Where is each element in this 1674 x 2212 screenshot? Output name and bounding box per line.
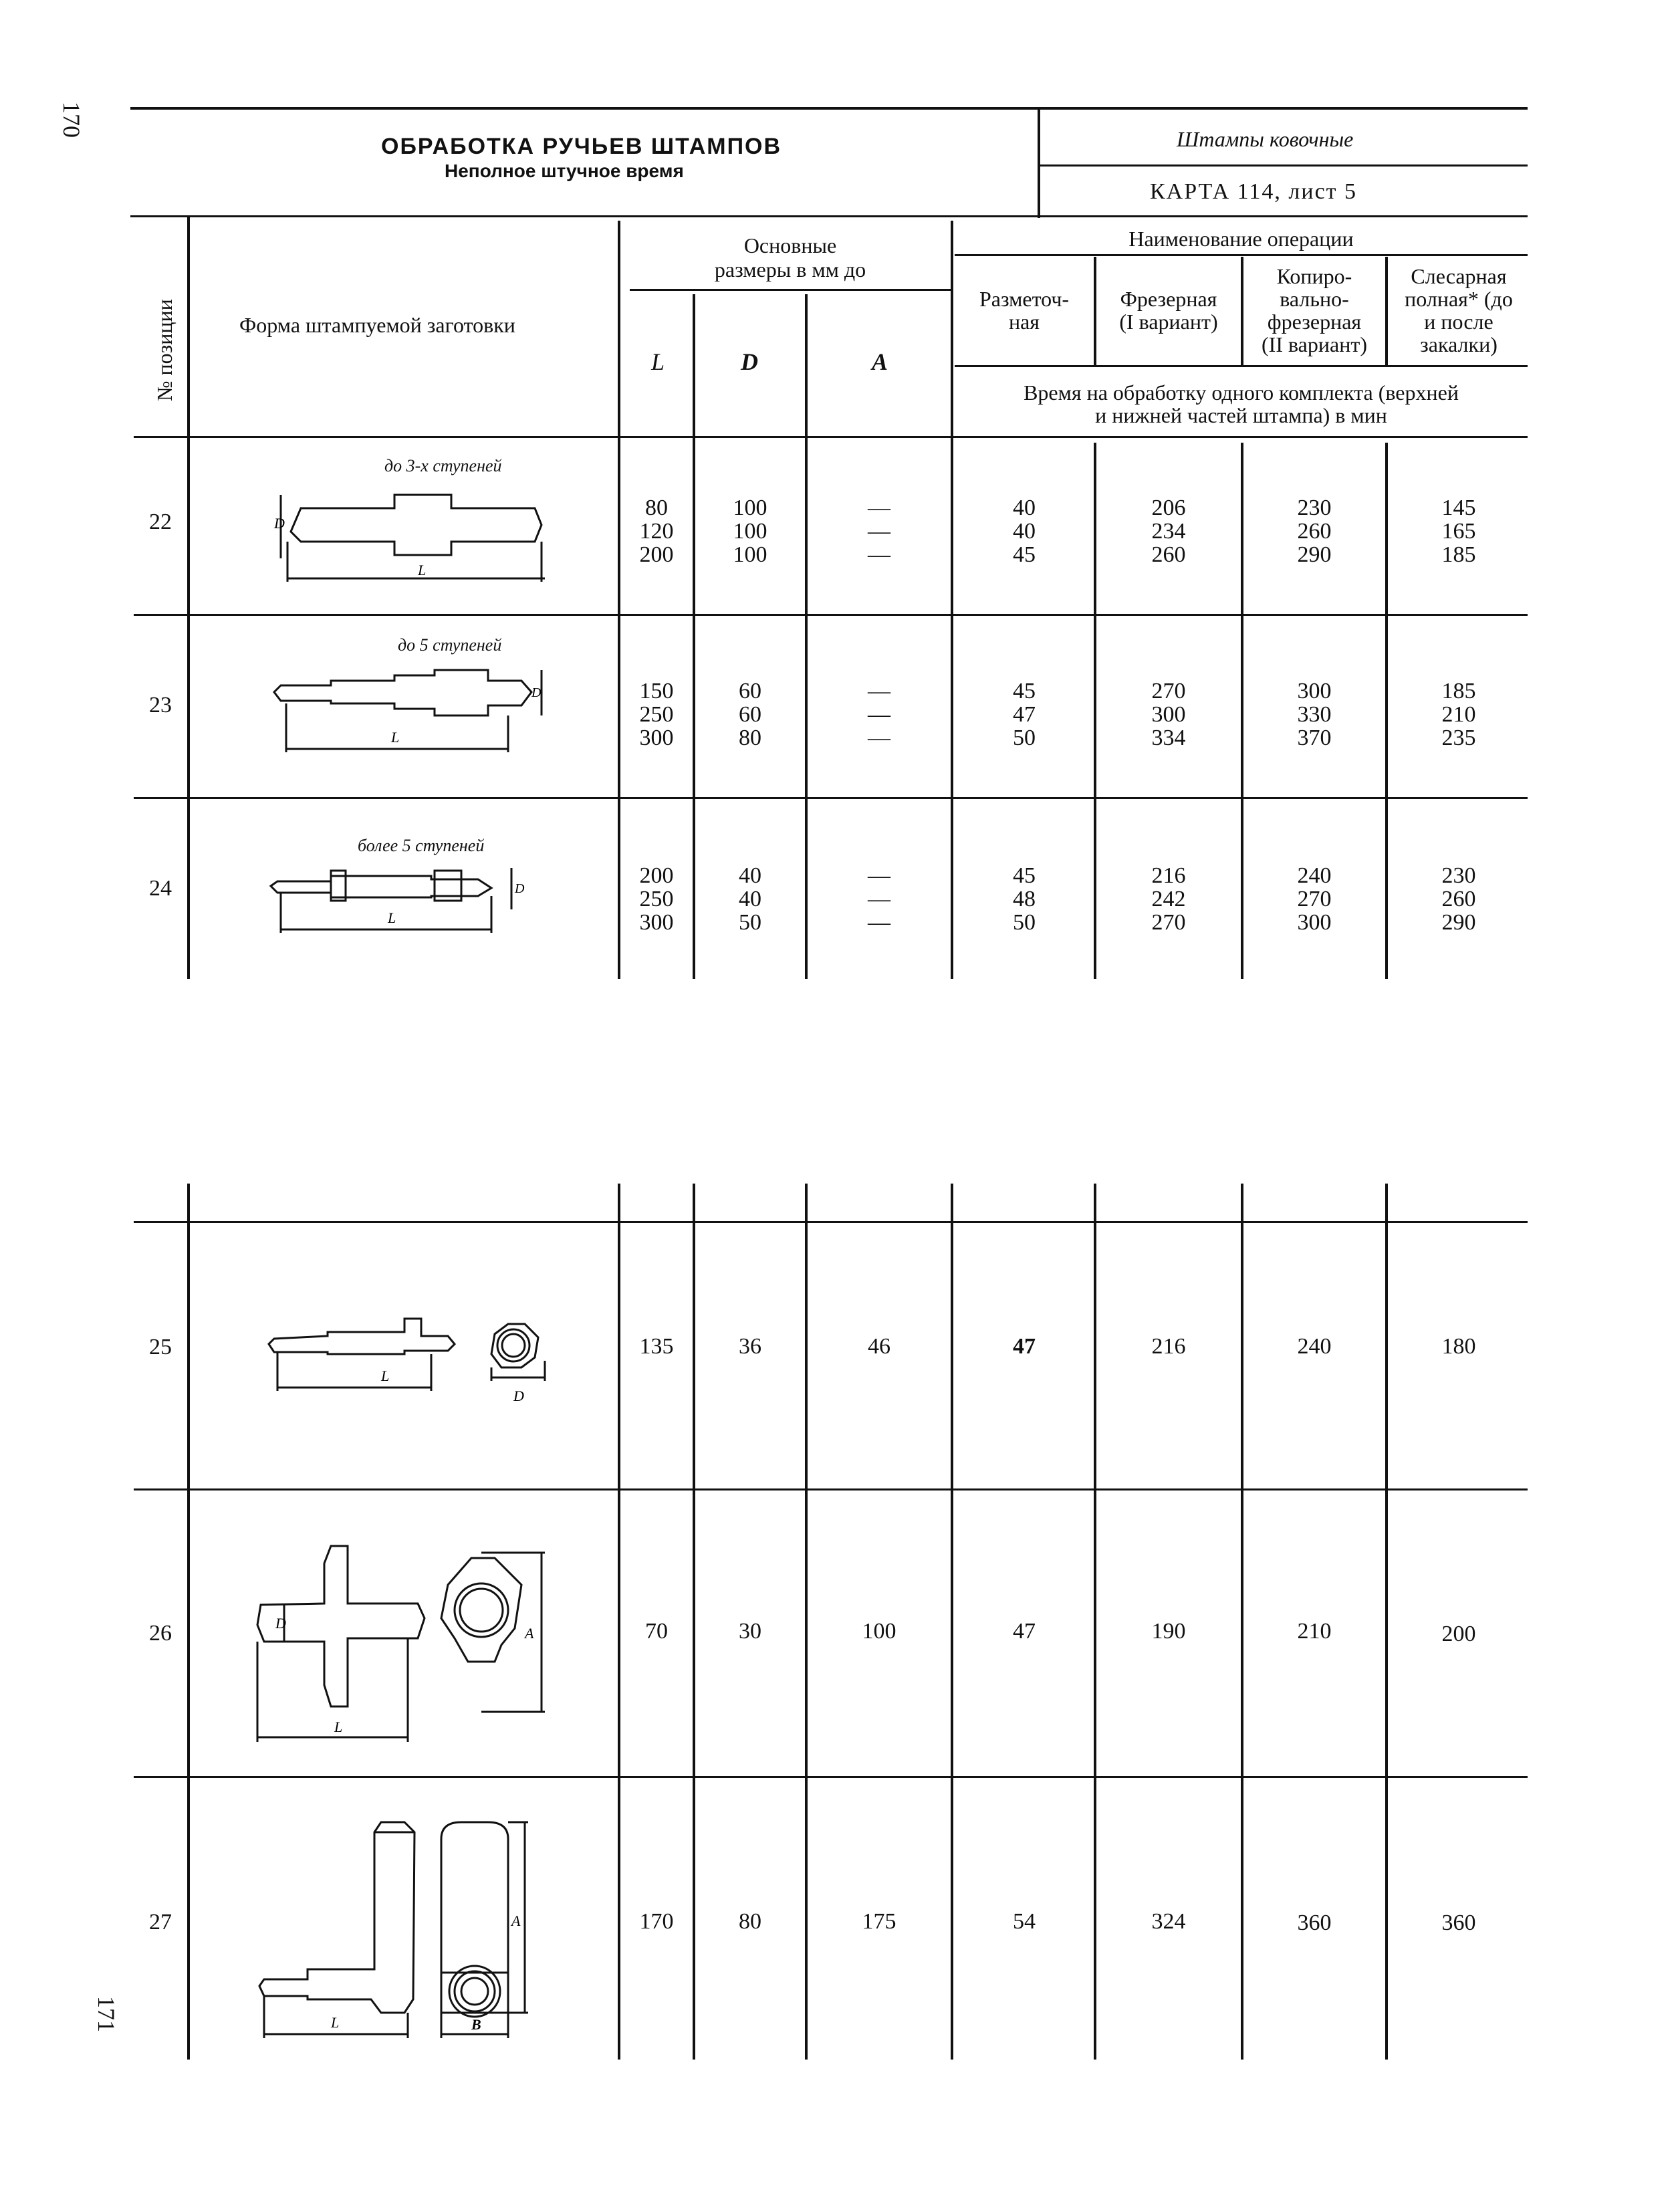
row-23-op4 bbox=[1388, 679, 1530, 750]
row-22-D-2: 100 bbox=[733, 519, 767, 544]
row-27-A: 175 bbox=[862, 1909, 896, 1934]
row-24-op4-3: 290 bbox=[1441, 910, 1476, 935]
row-22-op3 bbox=[1243, 496, 1385, 566]
row-24-pos: 24 bbox=[149, 876, 172, 901]
row-rule-bottom-top bbox=[134, 1221, 1528, 1223]
col-header-op4-l2: полная* (до bbox=[1405, 287, 1513, 311]
row-27-op4: 360 bbox=[1441, 1910, 1476, 1935]
row-22-op1-1: 40 bbox=[1013, 495, 1036, 520]
row-24-L-2: 250 bbox=[639, 887, 674, 911]
header-bottom-rule bbox=[130, 215, 1528, 217]
row-24-op4-1: 230 bbox=[1441, 863, 1476, 888]
row-23-op1 bbox=[955, 679, 1094, 750]
row-24-shape-svg bbox=[264, 856, 552, 943]
row-23-shape bbox=[267, 655, 562, 762]
row-24-dim-D: D bbox=[515, 881, 525, 896]
page-title: ОБРАБОТКА РУЧЬЕВ ШТАМПОВ bbox=[381, 134, 782, 159]
row-23-op2-3: 334 bbox=[1151, 726, 1186, 750]
row-27-D: 80 bbox=[739, 1909, 761, 1934]
row-26-pos: 26 bbox=[149, 1621, 172, 1646]
col-header-op3-l2: вально- bbox=[1280, 287, 1349, 311]
row-26-D: 30 bbox=[739, 1619, 761, 1644]
row-22-op3-1: 230 bbox=[1297, 495, 1332, 520]
sizes-group-rule bbox=[630, 289, 951, 291]
row-25-dim-L: L bbox=[381, 1367, 390, 1384]
col-header-operation: Наименование операции bbox=[1128, 227, 1354, 251]
col-header-op1-l2: ная bbox=[1008, 310, 1040, 334]
row-24-D-2: 40 bbox=[739, 887, 761, 911]
row-23-D-3: 80 bbox=[739, 726, 761, 750]
row-22-A-3: — bbox=[868, 542, 890, 567]
row-23-A-3: — bbox=[868, 726, 890, 750]
col-header-op2-l2: (I вариант) bbox=[1119, 310, 1218, 334]
time-note-line2: и нижней частей штампа) в мин bbox=[1095, 403, 1387, 427]
col-header-sizes-line2: размеры в мм до bbox=[714, 257, 866, 282]
col-header-op4-l3: и после bbox=[1424, 310, 1493, 334]
col-header-bottom-rule bbox=[134, 436, 1528, 438]
row-22-op2 bbox=[1096, 496, 1241, 566]
row-24-shape bbox=[264, 856, 552, 943]
row-23-op1-1: 45 bbox=[1013, 679, 1036, 703]
row-23-shape-svg bbox=[267, 655, 562, 762]
row-24-D bbox=[695, 864, 805, 934]
row-22-dim-L: L bbox=[418, 562, 427, 578]
row-26-op3: 210 bbox=[1297, 1619, 1332, 1644]
row-23-op3-2: 330 bbox=[1297, 702, 1332, 727]
row-rule-26-27 bbox=[134, 1776, 1528, 1778]
row-24-A-1: — bbox=[868, 863, 890, 888]
time-note-line1: Время на обработку одного комплекта (верхней bbox=[1024, 380, 1459, 405]
row-24-op1-3: 50 bbox=[1013, 910, 1036, 935]
row-22-A bbox=[808, 496, 951, 566]
row-23-L bbox=[620, 679, 693, 750]
row-24-A-3: — bbox=[868, 910, 890, 935]
row-24-A-2: — bbox=[868, 887, 890, 911]
row-24-op3-2: 270 bbox=[1297, 887, 1332, 911]
row-25-pos: 25 bbox=[149, 1335, 172, 1359]
row-24-op4 bbox=[1388, 864, 1530, 934]
row-26-shape-svg bbox=[247, 1538, 555, 1752]
col-header-op3-l4: (II вариант) bbox=[1262, 332, 1367, 356]
col-header-op2-l1: Фрезерная bbox=[1120, 287, 1217, 311]
row-23-caption: до 5 ступеней bbox=[398, 635, 502, 655]
row-23-op4-3: 235 bbox=[1441, 726, 1476, 750]
row-25-op3: 240 bbox=[1297, 1334, 1332, 1359]
row-25-shape bbox=[261, 1304, 555, 1411]
page-subtitle: Неполное штучное время bbox=[445, 160, 684, 181]
row-24-op3 bbox=[1243, 864, 1385, 934]
row-23-op2 bbox=[1096, 679, 1241, 750]
row-23-D-1: 60 bbox=[739, 679, 761, 703]
row-24-dim-L: L bbox=[388, 909, 396, 926]
row-22-op1-3: 45 bbox=[1013, 542, 1036, 567]
row-24-caption: более 5 ступеней bbox=[358, 836, 485, 855]
row-23-op2-1: 270 bbox=[1151, 679, 1186, 703]
row-24-D-3: 50 bbox=[739, 910, 761, 935]
header-divider bbox=[1038, 110, 1040, 218]
row-23-A-1: — bbox=[868, 679, 890, 703]
row-23-D-2: 60 bbox=[739, 702, 761, 727]
col-header-position: № позиции bbox=[152, 299, 176, 401]
col-header-op3-l1: Копиро- bbox=[1276, 264, 1352, 288]
row-23-pos: 23 bbox=[149, 693, 172, 717]
card-label: КАРТА 114, лист 5 bbox=[1150, 179, 1358, 204]
row-26-L: 70 bbox=[645, 1619, 668, 1644]
row-22-pos: 22 bbox=[149, 510, 172, 534]
row-24-op1 bbox=[955, 864, 1094, 934]
row-24-op3-3: 300 bbox=[1297, 910, 1332, 935]
col-header-op3-l3: фрезерная bbox=[1267, 310, 1362, 334]
col-header-op1-l1: Разметоч- bbox=[979, 287, 1070, 311]
row-24-op2-1: 216 bbox=[1151, 863, 1186, 888]
row-25-op4: 180 bbox=[1441, 1334, 1476, 1359]
row-22-op2-2: 234 bbox=[1151, 519, 1186, 544]
row-rule-23-24 bbox=[134, 797, 1528, 799]
row-23-A bbox=[808, 679, 951, 750]
row-27-L: 170 bbox=[639, 1909, 674, 1934]
col-header-D: D bbox=[741, 348, 758, 375]
row-26-op2: 190 bbox=[1151, 1619, 1186, 1644]
row-26-dim-A: A bbox=[525, 1625, 534, 1642]
row-26-A: 100 bbox=[862, 1619, 896, 1644]
col-rule-5 bbox=[951, 221, 953, 979]
col-header-shape: Форма штампуемой заготовки bbox=[239, 313, 515, 337]
row-22-L-3: 200 bbox=[639, 542, 674, 567]
row-23-op3 bbox=[1243, 679, 1385, 750]
row-22-op4-3: 185 bbox=[1441, 542, 1476, 567]
row-22-caption: до 3-х ступеней bbox=[384, 456, 502, 475]
row-27-dim-L: L bbox=[331, 2014, 340, 2031]
row-25-L: 135 bbox=[639, 1334, 674, 1359]
row-27-op2: 324 bbox=[1151, 1909, 1186, 1934]
row-27-shape bbox=[247, 1819, 555, 2046]
row-23-op1-3: 50 bbox=[1013, 726, 1036, 750]
col-header-op4-l4: закалки) bbox=[1420, 332, 1498, 356]
row-rule-25-26 bbox=[134, 1488, 1528, 1490]
row-24-op2-2: 242 bbox=[1151, 887, 1186, 911]
col-header-A: A bbox=[872, 348, 888, 375]
row-24-L bbox=[620, 864, 693, 934]
row-25-op2: 216 bbox=[1151, 1334, 1186, 1359]
row-26-dim-L: L bbox=[334, 1719, 343, 1735]
row-23-op4-2: 210 bbox=[1441, 702, 1476, 727]
row-25-D: 36 bbox=[739, 1334, 761, 1359]
row-23-L-3: 300 bbox=[639, 726, 674, 750]
row-26-shape bbox=[247, 1538, 555, 1752]
row-23-L-1: 150 bbox=[639, 679, 674, 703]
row-24-op1-2: 48 bbox=[1013, 887, 1036, 911]
col-rule-1c bbox=[187, 1184, 190, 2060]
row-24-op2 bbox=[1096, 864, 1241, 934]
page-number-top: 170 bbox=[58, 102, 85, 138]
operation-group-rule bbox=[955, 254, 1528, 256]
row-22-L-1: 80 bbox=[645, 495, 668, 520]
row-23-op2-2: 300 bbox=[1151, 702, 1186, 727]
row-24-L-3: 300 bbox=[639, 910, 674, 935]
row-26-dim-D: D bbox=[275, 1615, 286, 1632]
row-23-D bbox=[695, 679, 805, 750]
row-22-L-2: 120 bbox=[639, 519, 674, 544]
row-24-op1-1: 45 bbox=[1013, 863, 1036, 888]
row-27-op1: 54 bbox=[1013, 1909, 1036, 1934]
row-25-A: 46 bbox=[868, 1334, 890, 1359]
row-22-op2-3: 260 bbox=[1151, 542, 1186, 567]
row-22-D-1: 100 bbox=[733, 495, 767, 520]
row-22-D-3: 100 bbox=[733, 542, 767, 567]
col-header-sizes-line1: Основные bbox=[743, 233, 837, 257]
row-27-shape-svg bbox=[247, 1819, 555, 2046]
category-label: Штампы ковочные bbox=[1177, 127, 1354, 151]
row-25-dim-D: D bbox=[513, 1388, 524, 1404]
row-23-L-2: 250 bbox=[639, 702, 674, 727]
col-header-L: L bbox=[651, 348, 665, 375]
row-22-op1 bbox=[955, 496, 1094, 566]
operation-sub-rule bbox=[955, 365, 1528, 367]
row-22-dim-D: D bbox=[274, 515, 285, 532]
row-22-A-1: — bbox=[868, 495, 890, 520]
row-22-op4 bbox=[1388, 496, 1530, 566]
row-23-dim-D: D bbox=[531, 685, 542, 700]
row-22-D bbox=[695, 496, 805, 566]
row-22-op2-1: 206 bbox=[1151, 495, 1186, 520]
row-22-op3-3: 290 bbox=[1297, 542, 1332, 567]
row-22-op4-2: 165 bbox=[1441, 519, 1476, 544]
page-number-bottom: 171 bbox=[93, 1996, 120, 2032]
col-header-op4-l1: Слесарная bbox=[1411, 264, 1507, 288]
row-23-op1-2: 47 bbox=[1013, 702, 1036, 727]
row-22-shape bbox=[261, 475, 568, 595]
row-26-op1: 47 bbox=[1013, 1619, 1036, 1644]
row-23-op3-3: 370 bbox=[1297, 726, 1332, 750]
row-23-op3-1: 300 bbox=[1297, 679, 1332, 703]
row-22-op4-1: 145 bbox=[1441, 495, 1476, 520]
row-27-pos: 27 bbox=[149, 1910, 172, 1934]
header-right-rule bbox=[1040, 164, 1528, 167]
row-23-op4-1: 185 bbox=[1441, 679, 1476, 703]
row-27-op3: 360 bbox=[1297, 1910, 1332, 1935]
row-22-shape-svg bbox=[261, 475, 568, 595]
row-24-L-1: 200 bbox=[639, 863, 674, 888]
row-24-op2-3: 270 bbox=[1151, 910, 1186, 935]
row-22-op3-2: 260 bbox=[1297, 519, 1332, 544]
row-25-op1: 47 bbox=[1013, 1334, 1036, 1359]
row-24-op3-1: 240 bbox=[1297, 863, 1332, 888]
row-27-dim-B: B bbox=[471, 2016, 481, 2033]
col-rule-1 bbox=[187, 217, 190, 979]
row-rule-22-23 bbox=[134, 614, 1528, 616]
row-24-D-1: 40 bbox=[739, 863, 761, 888]
row-25-shape-svg bbox=[261, 1304, 555, 1411]
row-22-op1-2: 40 bbox=[1013, 519, 1036, 544]
row-24-op4-2: 260 bbox=[1441, 887, 1476, 911]
row-27-dim-A: A bbox=[511, 1912, 521, 1929]
row-24-A bbox=[808, 864, 951, 934]
header-top-rule bbox=[130, 107, 1528, 110]
row-22-A-2: — bbox=[868, 519, 890, 544]
row-26-op4: 200 bbox=[1441, 1622, 1476, 1646]
col-rule-5c bbox=[951, 1184, 953, 2060]
row-23-A-2: — bbox=[868, 702, 890, 727]
row-22-L bbox=[620, 496, 693, 566]
row-23-dim-L: L bbox=[391, 729, 400, 746]
